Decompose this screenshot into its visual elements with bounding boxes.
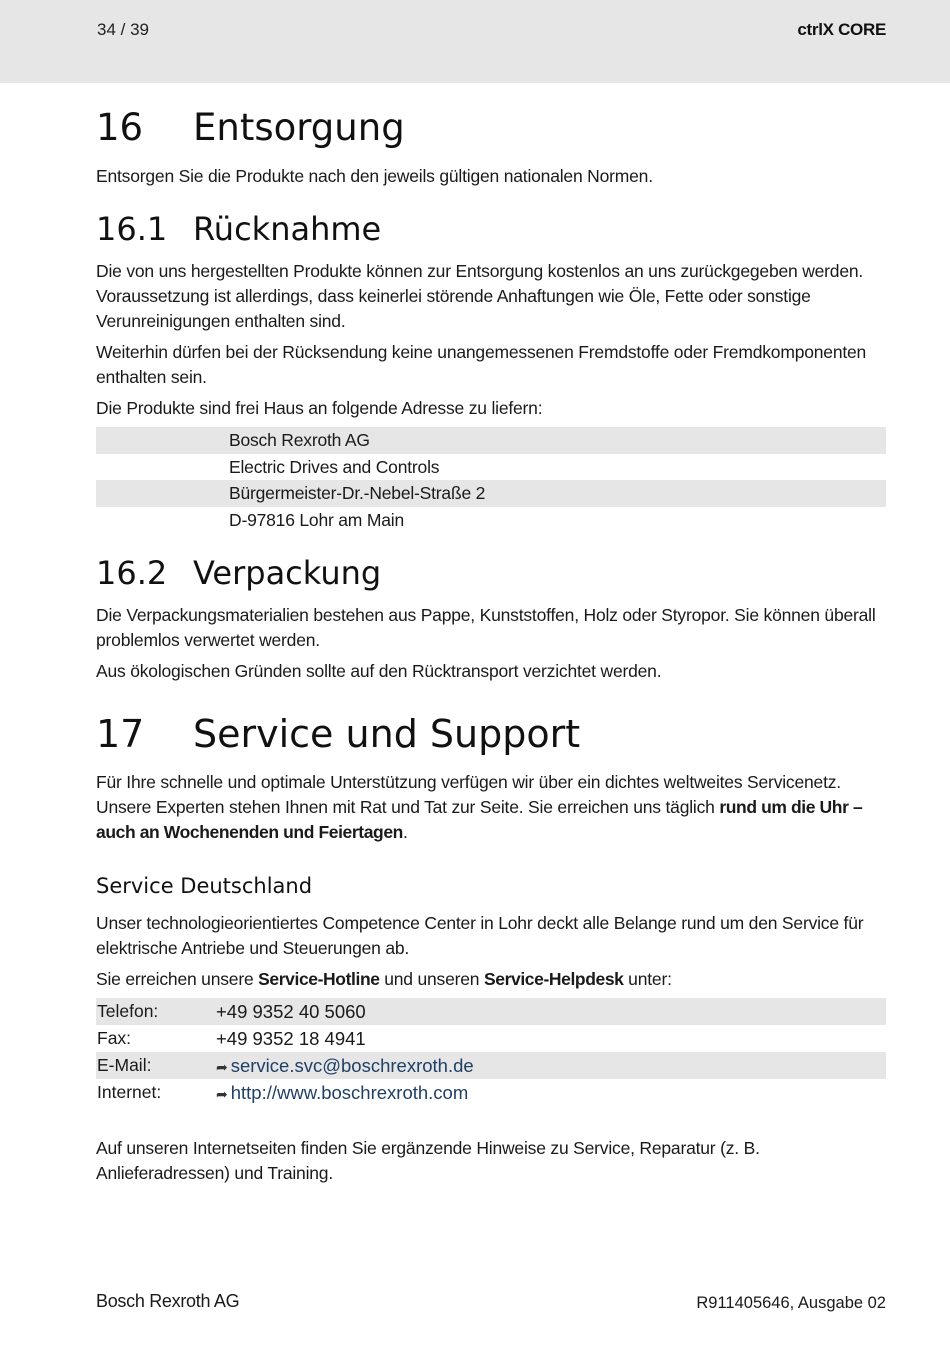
paragraph: Die Produkte sind frei Haus an folgende Adresse zu liefern:: [96, 398, 543, 418]
fax-number: +49 9352 18 4941: [216, 1028, 366, 1049]
contact-label: Fax:: [97, 1028, 132, 1048]
page-header: [0, 0, 950, 83]
paragraph: Auf unseren Internetseiten finden Sie ergänzende Hinweise zu Service, Reparatur (z. B. Anlieferadressen) und Training.: [96, 1138, 760, 1183]
paragraph: Weiterhin dürfen bei der Rücksendung keine unangemessenen Fremdstoffe oder Fremdkomponenten enthalten sein.: [96, 342, 867, 387]
section-number: 16.2: [96, 554, 168, 592]
paragraph: Die Verpackungsmaterialien bestehen aus Pappe, Kunststoffen, Holz oder Styropor. Sie können überall problemlos verwertet werden.: [96, 605, 876, 650]
link-arrow-icon: ➦: [216, 1059, 228, 1075]
website-link[interactable]: http://www.boschrexroth.com: [230, 1082, 469, 1103]
contact-table: [96, 998, 886, 1106]
email-link[interactable]: service.svc@boschrexroth.de: [230, 1055, 474, 1076]
address-line: D-97816 Lohr am Main: [229, 509, 404, 530]
text-run: Für Ihre schnelle und optimale Unterstützung verfügen wir über ein dichtes weltweites Servicenetz. Unsere Experten stehen Ihnen mit Rat und Tat zur Seite. Sie erreichen uns täglich: [96, 772, 841, 817]
contact-label: E-Mail:: [97, 1055, 152, 1075]
contact-label: Internet:: [97, 1082, 162, 1102]
paragraph: [96, 770, 886, 845]
paragraph: [96, 967, 886, 992]
subheading-service-deutschland: Service Deutschland: [96, 874, 313, 898]
section-17-heading: [96, 708, 886, 760]
section-number: 16.1: [96, 210, 168, 248]
bold-text: rund um die Uhr – auch an Wochenenden und Feiertagen: [96, 797, 863, 842]
text-run: Sie erreichen unsere: [96, 969, 259, 989]
section-title: Verpackung: [193, 554, 382, 592]
section-title: Rücknahme: [193, 210, 382, 248]
section-16-2-heading: [96, 551, 886, 595]
contact-row-email: [96, 1052, 886, 1079]
address-line: Bürgermeister-Dr.-Nebel-Straße 2: [96, 480, 886, 507]
address-line: Bosch Rexroth AG: [96, 427, 886, 454]
text-run: unter:: [623, 969, 672, 989]
bold-text: Service-Helpdesk: [484, 969, 624, 989]
footer-company: Bosch Rexroth AG: [96, 1291, 240, 1311]
footer-document-id: R911405646, Ausgabe 02: [696, 1294, 886, 1312]
contact-row-phone: [96, 998, 886, 1025]
paragraph: Unser technologieorientiertes Competence Center in Lohr deckt alle Belange rund um den Service für elektrische Antriebe und Steuerungen ab.: [96, 913, 864, 958]
phone-number: +49 9352 40 5060: [216, 1001, 366, 1022]
paragraph: Die von uns hergestellten Produkte können zur Entsorgung kostenlos an uns zurückgegeben werden. Voraussetzung ist allerdings, dass keinerlei störende Anhaftungen wie Öle, Fette oder sonstige Verunreinigungen enthalten sind.: [96, 261, 864, 331]
text-run: und unseren: [379, 969, 484, 989]
section-number: 16: [96, 106, 144, 149]
section-16-1-heading: [96, 207, 886, 251]
paragraph: Aus ökologischen Gründen sollte auf den Rücktransport verzichtet werden.: [96, 661, 662, 681]
section-number: 17: [96, 712, 145, 756]
email-link-container: [216, 1052, 474, 1079]
section-title: Entsorgung: [193, 106, 405, 149]
page-number: 34 / 39: [97, 20, 149, 39]
bold-text: Service-Hotline: [258, 969, 380, 989]
address-line: Electric Drives and Controls: [229, 456, 440, 477]
link-arrow-icon: ➦: [216, 1086, 228, 1102]
document-body: [96, 102, 886, 1192]
text-run: .: [402, 822, 408, 842]
section-title: Service und Support: [193, 712, 581, 756]
contact-row-internet: [96, 1079, 886, 1106]
contact-row-fax: [96, 1025, 886, 1052]
contact-label: Telefon:: [97, 1001, 159, 1021]
section-16-heading: [96, 102, 886, 154]
product-name: ctrlX CORE: [797, 20, 886, 39]
address-block: [96, 427, 886, 533]
website-link-container: [216, 1079, 468, 1106]
paragraph: Entsorgen Sie die Produkte nach den jeweils gültigen nationalen Normen.: [96, 166, 653, 186]
